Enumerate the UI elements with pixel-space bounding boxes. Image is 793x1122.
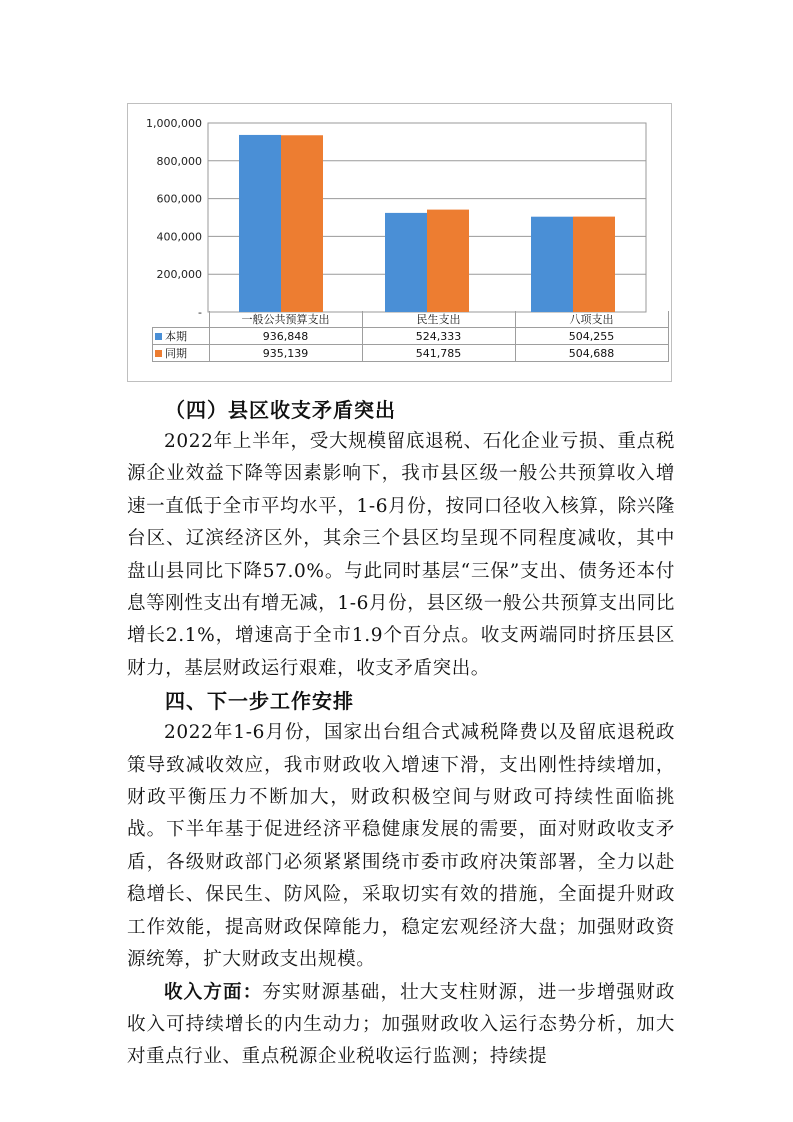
data-label: 541,785 — [362, 345, 515, 362]
data-label: 936,848 — [209, 328, 362, 345]
paragraph-lead: 收入方面： — [164, 981, 263, 1003]
legend-swatch-icon — [155, 333, 162, 340]
body-text — [127, 394, 675, 1074]
category-label: 一般公共预算支出 — [209, 311, 362, 328]
legend-swatch-icon — [155, 350, 162, 357]
legend-entry — [153, 328, 210, 345]
data-label: 524,333 — [362, 328, 515, 345]
bar — [531, 217, 573, 312]
paragraph: 2022年上半年，受大规模留底退税、石化企业亏损、重点税源企业效益下降等因素影响下，我市县区级一般公共预算收入增速一直低于全市平均水平，1-6月份，按同口径收入核算，除兴隆台区、辽滨经济区外，其余三个县区均呈现不同程度减收，其中盘山县同比下降57.0%。与此同时基层“三保”支出、债务还本付息等刚性支出有增无减，1-6月份，县区级一般公共预算支出同比增长2.1%，增速高于全市1.9个百分点。收支两端同时挤压县区财力，基层财政运行艰难，收支矛盾突出。 — [127, 431, 675, 679]
bar — [385, 213, 427, 312]
table-corner — [153, 311, 210, 328]
bar — [239, 135, 281, 312]
data-label: 504,688 — [515, 345, 668, 362]
legend-entry — [153, 345, 210, 362]
section-heading: （四）县区收支矛盾突出 — [165, 398, 396, 422]
category-label: 八项支出 — [515, 311, 668, 328]
paragraph — [127, 977, 675, 1074]
paragraph: 2022年1-6月份，国家出台组合式减税降费以及留底退税政策导致减收效应，我市财政收入增速下滑，支出刚性持续增加，财政平衡压力不断加大，财政积极空间与财政可持续性面临挑战。下半年基于促进经济平稳健康发展的需要，面对财政收支矛盾，各级财政部门必须紧紧围绕市委市政府决策部署，全力以赴稳增长、保民生、防风险，采取切实有效的措施，全面提升财政工作效能，提高财政保障能力，稳定宏观经济大盘；加强财政资源统筹，扩大财政支出规模。 — [127, 722, 675, 971]
data-label: 935,139 — [209, 345, 362, 362]
bar — [573, 217, 615, 312]
category-label: 民生支出 — [362, 311, 515, 328]
bar — [427, 210, 469, 312]
bar-chart — [127, 103, 672, 382]
y-tick-label: 1,000,000 — [146, 117, 202, 130]
series-name: 本期 — [165, 330, 187, 343]
y-tick-label: 800,000 — [156, 154, 202, 168]
data-label: 504,255 — [515, 328, 668, 345]
chart-data-table — [152, 311, 669, 362]
table-row — [153, 345, 669, 362]
y-tick-label: 400,000 — [156, 230, 202, 244]
bar — [281, 135, 323, 312]
y-tick-label: 200,000 — [156, 268, 202, 282]
table-header-row — [153, 311, 669, 328]
table-row — [153, 328, 669, 345]
section-heading: 四、下一步工作安排 — [165, 689, 354, 714]
y-tick-label: 600,000 — [156, 192, 202, 206]
series-name: 同期 — [165, 347, 187, 360]
paragraph-text: 夯实财源基础，壮大支柱财源，进一步增强财政收入可持续增长的内生动力；加强财政收入运行态势分析，加大对重点行业、重点税源企业税收运行监测；持续提 — [127, 981, 675, 1068]
y-tick-label: - — [198, 306, 202, 319]
